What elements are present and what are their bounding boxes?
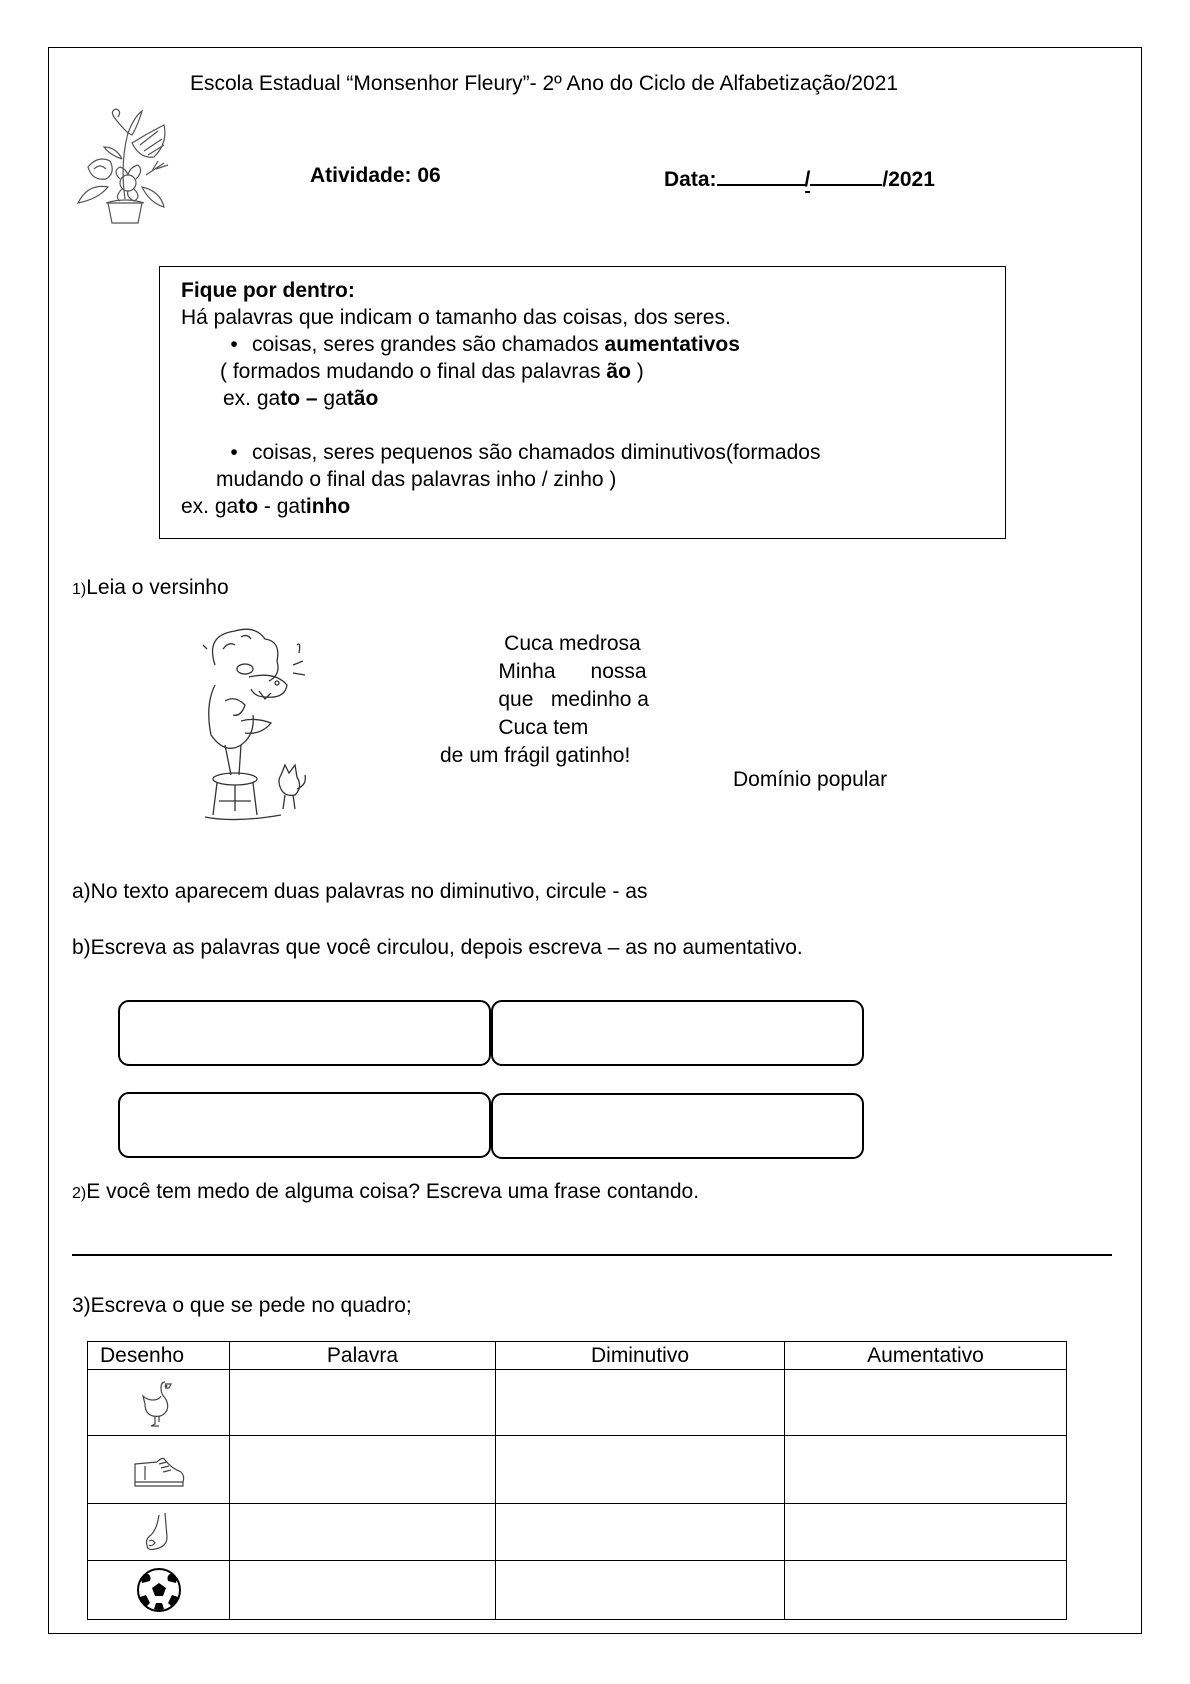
- school-header-title: Escola Estadual “Monsenhor Fleury”- 2º Ano do Ciclo de Alfabetização/2021: [190, 72, 899, 95]
- answer-box-2[interactable]: [491, 1000, 864, 1066]
- poem-author: Domínio popular: [733, 768, 888, 791]
- palavra-cell[interactable]: [230, 1370, 496, 1436]
- aumentativo-cell[interactable]: [785, 1370, 1067, 1436]
- drawing-cell: [88, 1436, 230, 1504]
- drawing-cell: [88, 1504, 230, 1561]
- shoe-icon: [131, 1450, 187, 1490]
- info-box-title: Fique por dentro:: [181, 279, 355, 302]
- info-dim-example: ex. gato - gatinho: [181, 495, 351, 518]
- table-row: [88, 1561, 1067, 1620]
- question-1a-prompt: a)No texto aparecem duas palavras no diminutivo, circule - as: [72, 880, 648, 903]
- table-row: [88, 1370, 1067, 1436]
- poem-line: que medinho a: [440, 688, 649, 711]
- info-dim-rule: mudando o final das palavras inho / zinho ): [216, 468, 617, 491]
- table-row: [88, 1504, 1067, 1561]
- poem: [440, 630, 649, 770]
- question-3-prompt: 3)Escreva o que se pede no quadro;: [72, 1294, 412, 1317]
- bullet-icon: •: [230, 441, 238, 464]
- header-aumentativo: Aumentativo: [785, 1342, 1067, 1370]
- diminutivo-cell[interactable]: [496, 1504, 785, 1561]
- aumentativo-cell[interactable]: [785, 1561, 1067, 1620]
- date-label: Data:: [664, 168, 717, 191]
- info-box-intro: Há palavras que indicam o tamanho das coisas, dos seres.: [181, 306, 731, 329]
- palavra-cell[interactable]: [230, 1504, 496, 1561]
- soccer-ball-icon: [136, 1567, 182, 1613]
- date-separator: /: [804, 168, 811, 191]
- aumentativo-cell[interactable]: [785, 1504, 1067, 1561]
- date-day-blank[interactable]: [717, 164, 805, 186]
- table-header-row: [88, 1342, 1067, 1370]
- date-month-blank[interactable]: [810, 164, 882, 186]
- diminutivo-cell[interactable]: [496, 1370, 785, 1436]
- question-2-answer-line[interactable]: [72, 1254, 1112, 1256]
- date-field[interactable]: [664, 164, 935, 192]
- info-aug-rule: ( formados mudando o final das palavras ão ): [220, 360, 644, 383]
- diminutivo-cell[interactable]: [496, 1436, 785, 1504]
- poem-line: de um frágil gatinho!: [440, 744, 631, 767]
- poem-line: Cuca medrosa: [440, 632, 641, 655]
- question-1b-prompt: b)Escreva as palavras que você circulou, depois escreva – as no aumentativo.: [72, 936, 803, 959]
- drawing-cell: [88, 1370, 230, 1436]
- aumentativo-cell[interactable]: [785, 1436, 1067, 1504]
- answer-box-3[interactable]: [118, 1092, 491, 1158]
- header-desenho: Desenho: [88, 1342, 230, 1370]
- poem-line: Minha nossa: [440, 660, 647, 683]
- table-row: [88, 1436, 1067, 1504]
- flower-pot-icon: [68, 103, 178, 225]
- fique-por-dentro-box: [159, 266, 1006, 539]
- date-year: /2021: [882, 168, 935, 191]
- foot-icon: [141, 1511, 177, 1553]
- scared-cuca-on-stool-with-kitten-icon: [185, 625, 335, 825]
- answer-box-4[interactable]: [491, 1093, 864, 1159]
- question-2-prompt: 2)E você tem medo de alguma coisa? Escreva uma frase contando.: [72, 1180, 700, 1203]
- answer-box-1[interactable]: [118, 1000, 491, 1066]
- palavra-cell[interactable]: [230, 1436, 496, 1504]
- drawing-cell: [88, 1561, 230, 1620]
- question-1-prompt: 1)Leia o versinho: [72, 576, 229, 599]
- info-aug-bullet: • coisas, seres grandes são chamados aumentativos: [181, 331, 1005, 358]
- diminutivo-cell[interactable]: [496, 1561, 785, 1620]
- palavra-cell[interactable]: [230, 1561, 496, 1620]
- activity-number: Atividade: 06: [310, 164, 441, 187]
- info-aug-example: ex. gato – gatão: [223, 387, 379, 410]
- bullet-icon: •: [230, 333, 238, 356]
- header-diminutivo: Diminutivo: [496, 1342, 785, 1370]
- word-table: [87, 1341, 1067, 1620]
- duck-icon: [139, 1378, 179, 1428]
- header-palavra: Palavra: [230, 1342, 496, 1370]
- poem-line: Cuca tem: [440, 716, 589, 739]
- aumentativos-term: aumentativos: [604, 333, 740, 356]
- info-dim-bullet: • coisas, seres pequenos são chamados diminutivos(formados: [181, 439, 1005, 466]
